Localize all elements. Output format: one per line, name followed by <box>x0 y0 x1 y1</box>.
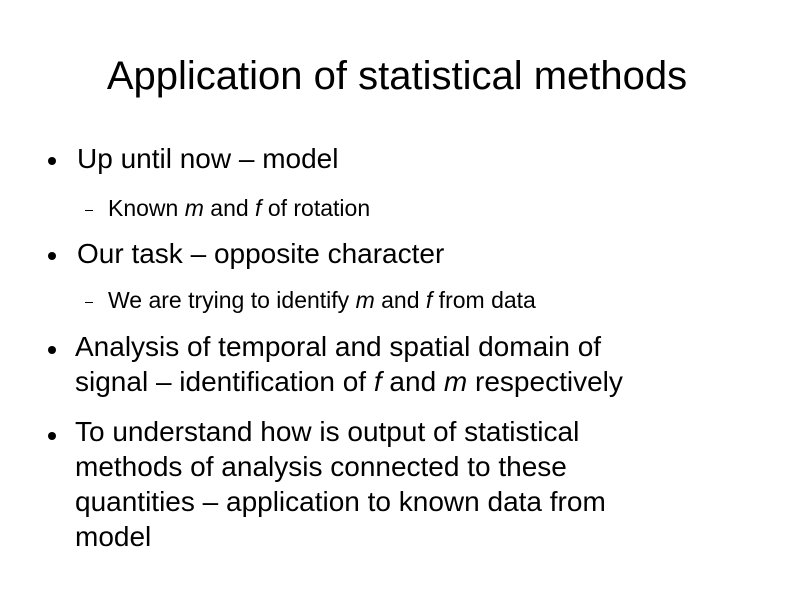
bullet-point <box>48 346 56 354</box>
dash-bullet <box>85 210 93 211</box>
bullet-point <box>48 432 56 440</box>
list-item-text: Analysis of temporal and spatial domain of signal – identification of f and m respectively <box>75 331 623 397</box>
list-item-text: Up until now – model <box>77 143 339 174</box>
list-item-text: Our task – opposite character <box>77 238 445 269</box>
sub-item-text: We are trying to identify m and f from data <box>108 287 536 313</box>
bullet-point <box>48 252 56 260</box>
list-item-text: To understand how is output of statistical methods of analysis connected to these quantities – application to known data from model <box>75 416 606 552</box>
sub-item-text: Known m and f of rotation <box>108 195 371 221</box>
bullet-point <box>48 157 56 165</box>
dash-bullet <box>85 302 93 303</box>
slide-title: Application of statistical methods <box>106 54 688 98</box>
